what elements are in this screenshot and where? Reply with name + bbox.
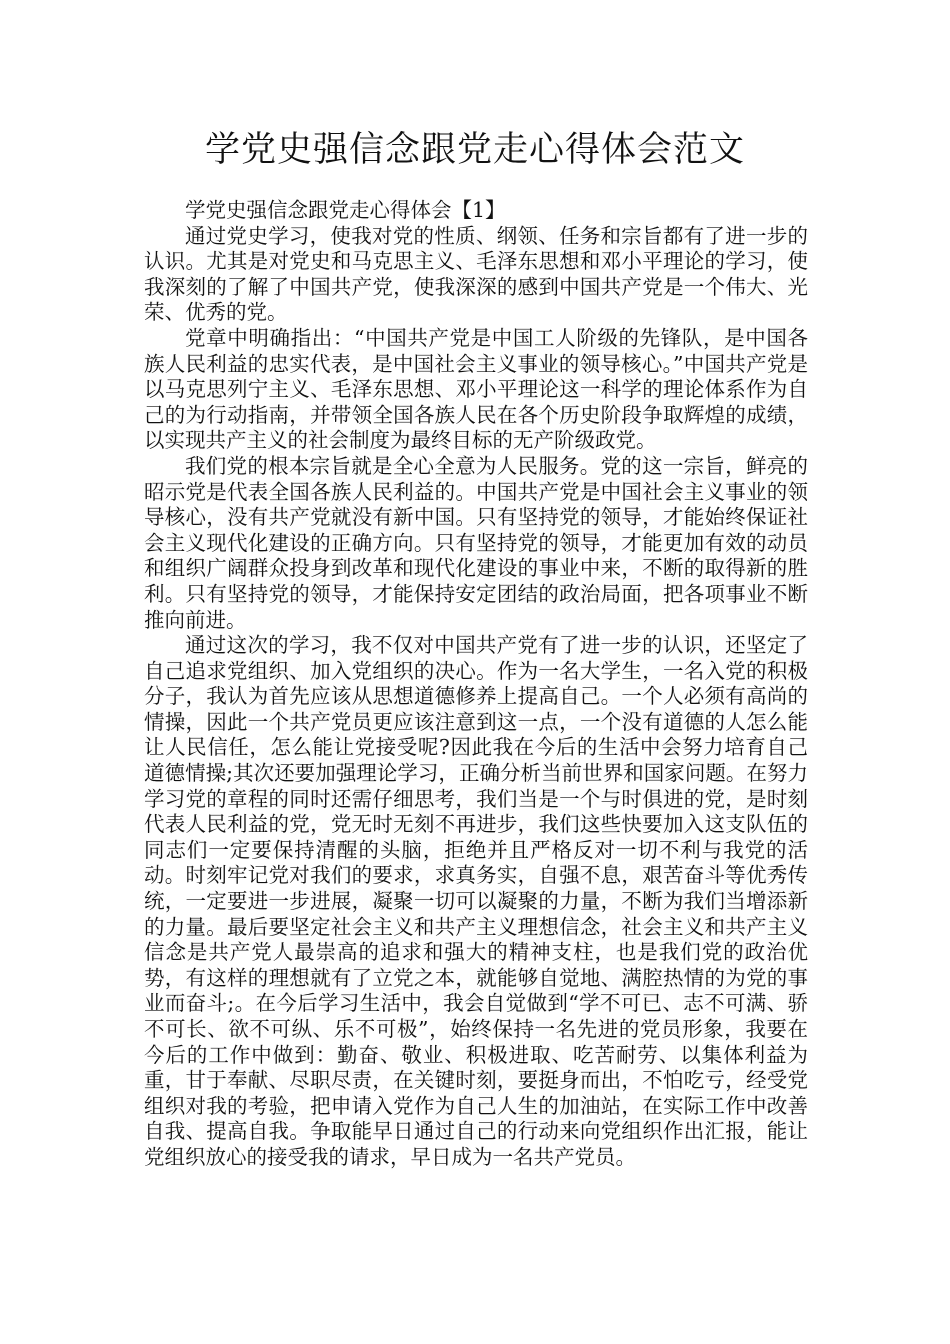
paragraph: 通过这次的学习，我不仅对中国共产党有了进一步的认识，还坚定了自己追求党组织、加入党组织的决心。作为一名大学生，一名入党的积极分子，我认为首先应该从思想道德修养上提高自己。一个人必须有高尚的情操，因此一个共产党员更应该注意到这一点，一个没有道德的人怎么能让人民信任，怎么能让党接受呢?因此我在今后的生活中会努力培育自己道德情操;其次还要加强理论学习，正确分析当前世界和国家问题。在努力学习党的章程的同时还需仔细思考，我们当是一个与时俱进的党，是时刻代表人民利益的党，党无时无刻不再进步，我们这些快要加入这支队伍的同志们一定要保持清醒的头脑，拒绝并且严格反对一切不利与我党的活动。时刻牢记党对我们的要求，求真务实，自强不息，艰苦奋斗等优秀传统，一定要进一步进展，凝聚一切可以凝聚的力量，不断为我们当增添新的力量。最后要坚定社会主义和共产主义理想信念，社会主义和共产主义信念是共产党人最崇高的追求和强大的精神支柱，也是我们党的政治优势，有这样的理想就有了立党之本，就能够自觉地、满腔热情的为党的事业而奋斗;。在今后学习生活中，我会自觉做到“学不可已、志不可满、骄不可长、欲不可纵、乐不可极”，始终保持一名先进的党员形象，我要在今后的工作中做到：勤奋、敬业、积极进取、吃苦耐劳、以集体利益为重，甘于奉献、尽职尽责，在关键时刻，要挺身而出，不怕吃亏，经受党组织对我的考验，把申请入党作为自己人生的加油站，在实际工作中改善自我、提高自我。争取能早日通过自己的行动来向党组织作出汇报，能让党组织放心的接受我的请求，早日成为一名共产党员。 xyxy=(144,633,808,1169)
section-heading: 学党史强信念跟党走心得体会【1】 xyxy=(185,198,506,222)
paragraph: 党章中明确指出：“中国共产党是中国工人阶级的先锋队，是中国各族人民利益的忠实代表，是中国社会主义事业的领导核心。”中国共产党是以马克思列宁主义、毛泽东思想、邓小平理论这一科学的理论体系作为自己的为行动指南，并带领全国各族人民在各个历史阶段争取辉煌的成绩，以实现共产主义的社会制度为最终目标的无产阶级政党。 xyxy=(144,325,808,453)
paragraph: 我们党的根本宗旨就是全心全意为人民服务。党的这一宗旨，鲜亮的昭示党是代表全国各族人民利益的。中国共产党是中国社会主义事业的领导核心，没有共产党就没有新中国。只有坚持党的领导，才能始终保证社会主义现代化建设的正确方向。只有坚持党的领导，才能更加有效的动员和组织广阔群众投身到改革和现代化建设的事业中来，不断的取得新的胜利。只有坚持党的领导，才能保持安定团结的政治局面，把各项事业不断推向前进。 xyxy=(144,453,808,632)
page-title: 学党史强信念跟党走心得体会范文 xyxy=(204,130,745,170)
document-body xyxy=(144,198,808,1171)
paragraph: 通过党史学习，使我对党的性质、纲领、任务和宗旨都有了进一步的认识。尤其是对党史和马克思主义、毛泽东思想和邓小平理论的学习，使我深刻的了解了中国共产党，使我深深的感到中国共产党是一个伟大、光荣、优秀的党。 xyxy=(144,223,808,325)
